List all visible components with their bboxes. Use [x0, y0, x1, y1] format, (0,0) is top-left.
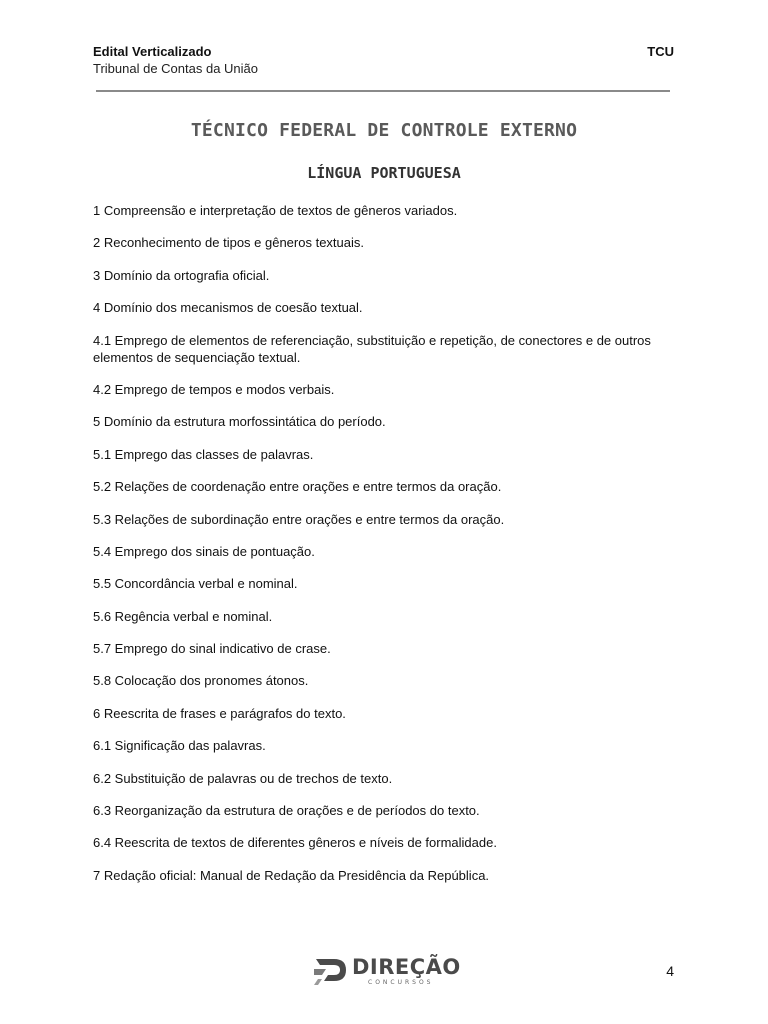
topic-list — [93, 202, 673, 899]
topic-item: 2 Reconhecimento de tipos e gêneros textuais. — [93, 235, 365, 251]
topic-item: 5.7 Emprego do sinal indicativo de crase. — [93, 641, 331, 657]
topic-item: 6.4 Reescrita de textos de diferentes gêneros e níveis de formalidade. — [93, 835, 497, 851]
topic-item: 5.2 Relações de coordenação entre orações e entre termos da oração. — [93, 479, 502, 495]
topic-item: 5.5 Concordância verbal e nominal. — [93, 576, 298, 592]
page-number: 4 — [666, 963, 674, 979]
topic-item: 5.6 Regência verbal e nominal. — [93, 608, 273, 624]
header-title: Edital Verticalizado — [93, 44, 212, 59]
topic-item: 4 Domínio dos mecanismos de coesão textual. — [93, 300, 363, 316]
topic-item: 5.8 Colocação dos pronomes átonos. — [93, 673, 309, 689]
header-divider — [96, 90, 670, 92]
topic-item: 1 Compreensão e interpretação de textos de gêneros variados. — [93, 203, 458, 218]
header-subtitle: Tribunal de Contas da União — [93, 61, 259, 76]
topic-item: 4.1 Emprego de elementos de referenciação, substituição e repetição, de conectores e de outros elementos de sequenciação textual. — [93, 332, 651, 365]
topic-item: 6.3 Reorganização da estrutura de orações e de períodos do texto. — [93, 803, 480, 819]
topic-item: 5.4 Emprego dos sinais de pontuação. — [93, 543, 315, 559]
brand-logo — [312, 951, 462, 991]
topic-item: 5 Domínio da estrutura morfossintática do período. — [93, 414, 386, 430]
topic-item: 5.1 Emprego das classes de palavras. — [93, 446, 314, 462]
brand-logo-text: DIREÇÃO — [352, 955, 461, 979]
page-header — [93, 44, 674, 78]
topic-item: 4.2 Emprego de tempos e modos verbais. — [93, 381, 335, 397]
topic-item: 6.2 Substituição de palavras ou de trechos de texto. — [93, 770, 393, 786]
document-title: TÉCNICO FEDERAL DE CONTROLE EXTERNO — [190, 120, 578, 141]
topic-item: 6.1 Significação das palavras. — [93, 738, 266, 754]
header-tag: TCU — [647, 44, 674, 59]
brand-logo-icon — [312, 953, 348, 987]
brand-logo-subtext: CONCURSOS — [368, 979, 434, 986]
section-title: LÍNGUA PORTUGUESA — [307, 164, 461, 182]
topic-item: 6 Reescrita de frases e parágrafos do texto. — [93, 705, 346, 721]
topic-item: 3 Domínio da ortografia oficial. — [93, 267, 270, 283]
topic-item: 7 Redação oficial: Manual de Redação da Presidência da República. — [93, 867, 490, 883]
topic-item: 5.3 Relações de subordinação entre orações e entre termos da oração. — [93, 511, 505, 527]
